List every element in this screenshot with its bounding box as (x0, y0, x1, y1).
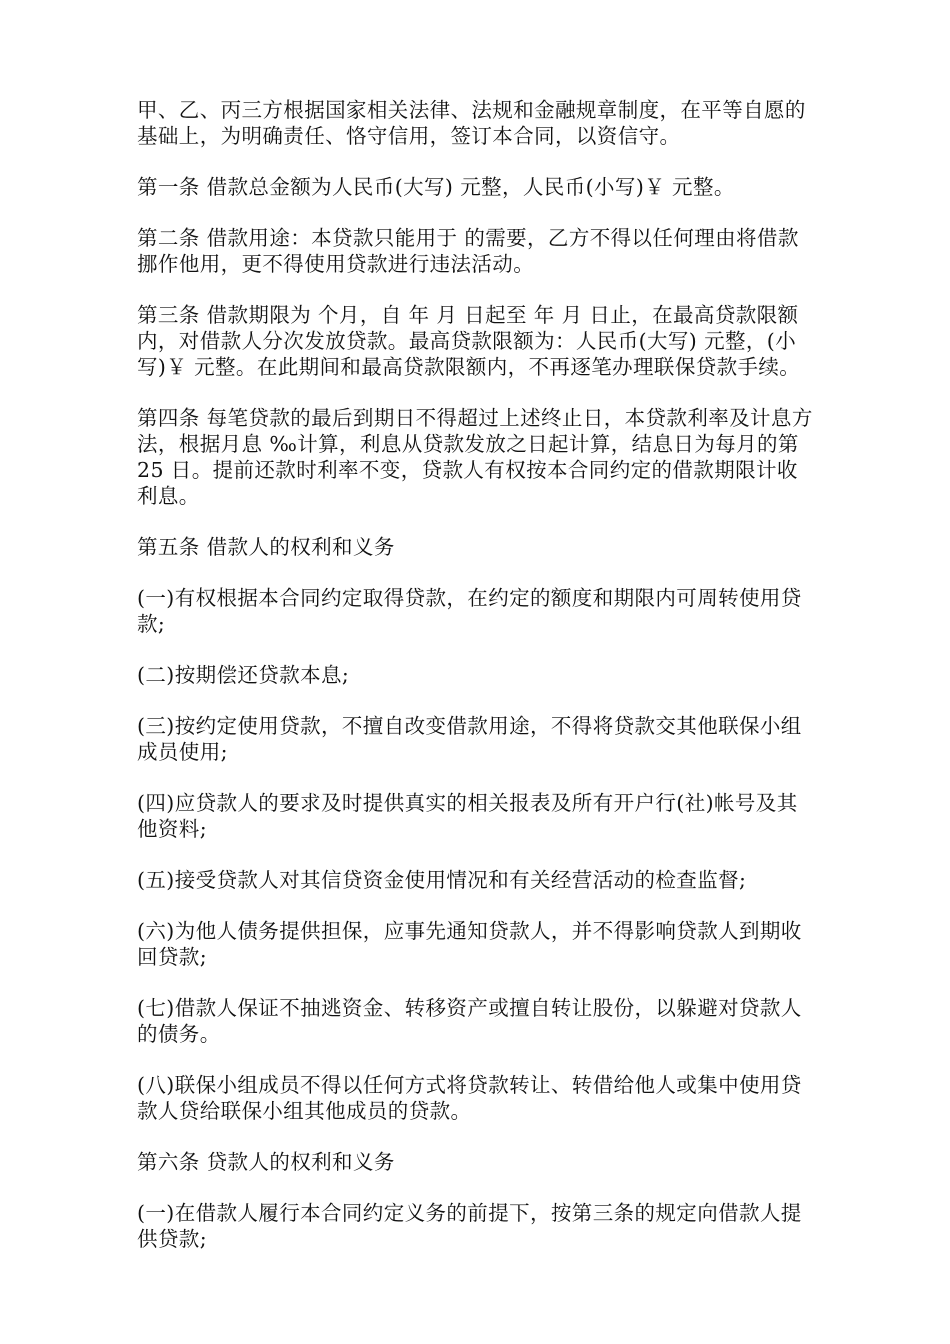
preamble-paragraph: 甲、乙、丙三方根据国家相关法律、法规和金融规章制度，在平等自愿的基础上，为明确责任、恪守信用，签订本合同，以资信守。 (137, 98, 806, 148)
article-5-heading: 第五条 借款人的权利和义务 (137, 535, 395, 559)
article-5-item-6: (六)为他人债务提供担保，应事先通知贷款人，并不得影响贷款人到期收回贷款; (137, 919, 802, 969)
article-5-item-4: (四)应贷款人的要求及时提供真实的相关报表及所有开户行(社)帐号及其他资料; (137, 791, 798, 841)
article-6-item-1: (一)在借款人履行本合同约定义务的前提下，按第三条的规定向借款人提供贷款; (137, 1201, 802, 1251)
article-5-item-5: (五)接受贷款人对其信贷资金使用情况和有关经营活动的检查监督; (137, 868, 747, 892)
article-5-item-3: (三)按约定使用贷款，不擅自改变借款用途，不得将贷款交其他联保小组成员使用; (137, 714, 802, 764)
article-4-interest: 第四条 每笔贷款的最后到期日不得超过上述终止日，本贷款利率及计息方法，根据月息 ‰计算，利息从贷款发放之日起计算，结息日为每月的第 25 日。提前还款时利率不变，贷款人有权按本合同约定的借款期限计收利息。 (137, 406, 813, 508)
article-5-item-1: (一)有权根据本合同约定取得贷款，在约定的额度和期限内可周转使用贷款; (137, 586, 802, 636)
article-5-item-2: (二)按期偿还贷款本息; (137, 663, 350, 687)
article-6-heading: 第六条 贷款人的权利和义务 (137, 1150, 395, 1174)
document-body (137, 97, 815, 1277)
article-1-loan-amount: 第一条 借款总金额为人民币(大写) 元整，人民币(小写)￥ 元整。 (137, 175, 735, 199)
article-5-item-7: (七)借款人保证不抽逃资金、转移资产或擅自转让股份，以躲避对贷款人的债务。 (137, 996, 802, 1046)
article-2-loan-purpose: 第二条 借款用途：本贷款只能用于 的需要，乙方不得以任何理由将借款挪作他用，更不得使用贷款进行违法活动。 (137, 226, 799, 276)
article-5-item-8: (八)联保小组成员不得以任何方式将贷款转让、转借给他人或集中使用贷款人贷给联保小组其他成员的贷款。 (137, 1073, 802, 1123)
article-3-loan-term: 第三条 借款期限为 个月，自 年 月 日起至 年 月 日止，在最高贷款限额内，对借款人分次发放贷款。最高贷款限额为：人民币(大写) 元整，(小写)￥ 元整。在此期间和最高贷款限额内，不再逐笔办理联保贷款手续。 (137, 303, 801, 379)
